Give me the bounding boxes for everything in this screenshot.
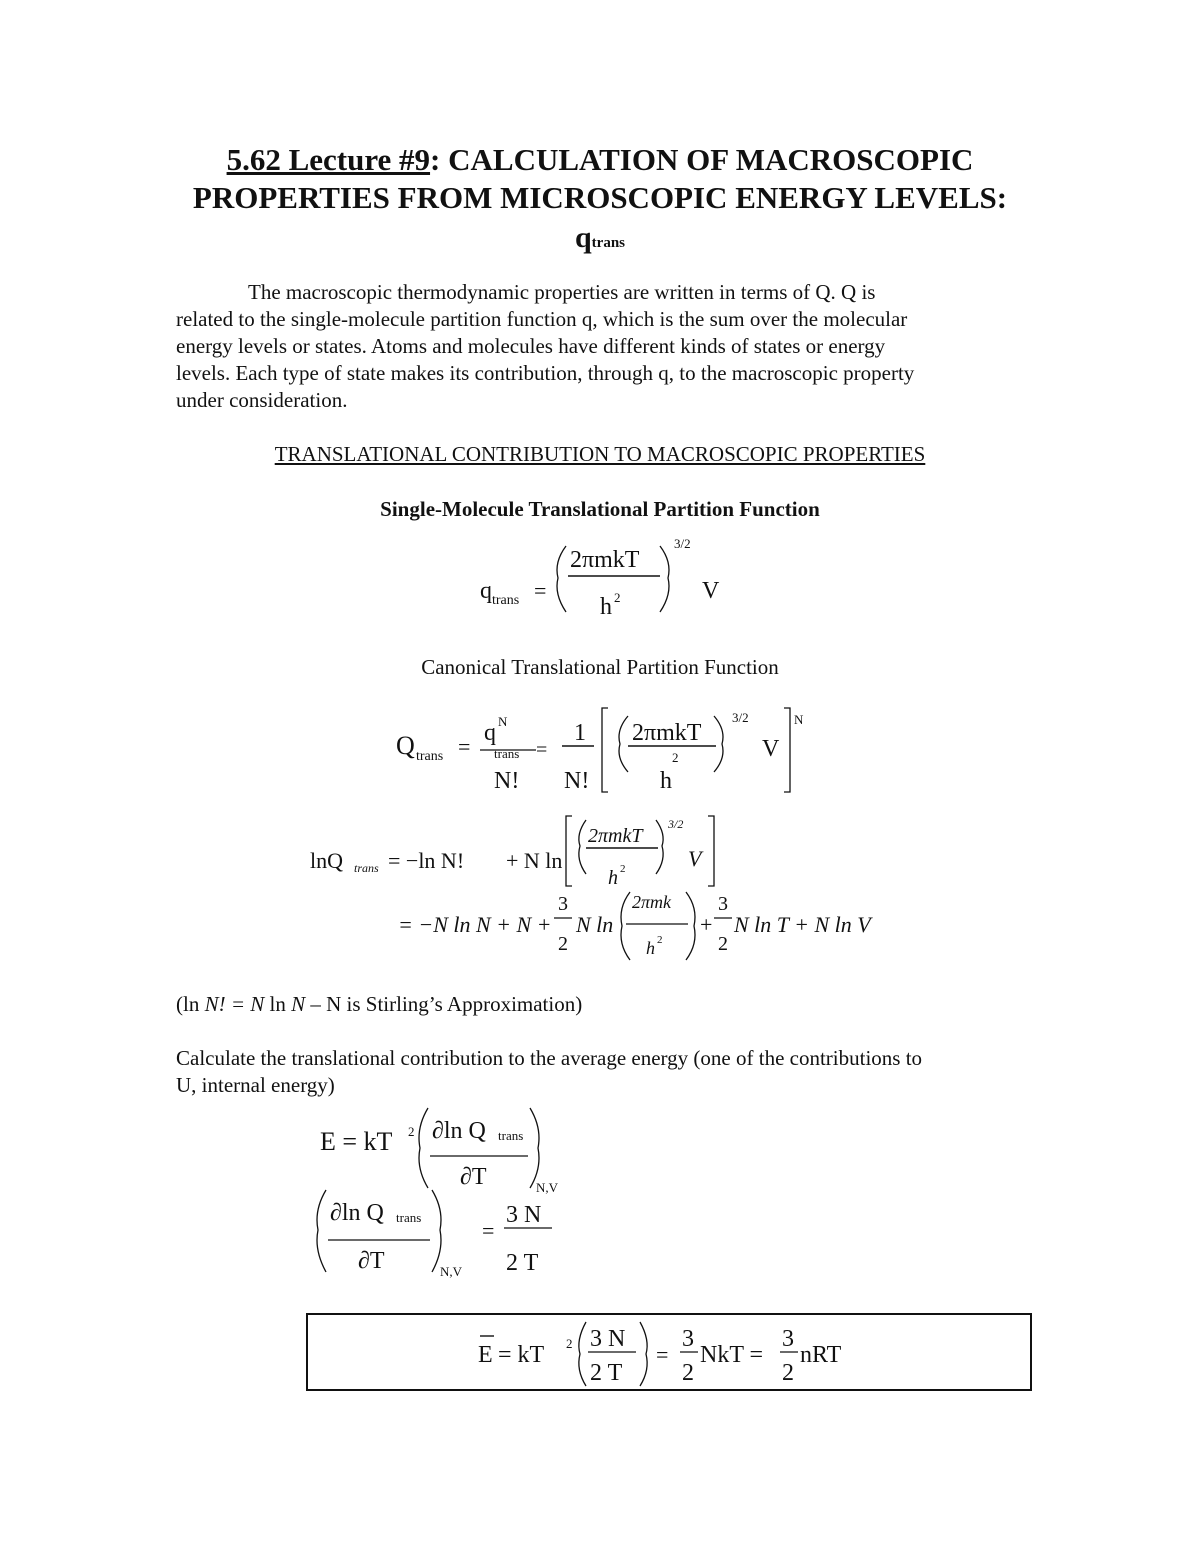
kT-exponent: 2	[408, 1124, 415, 1139]
left-paren	[557, 546, 566, 612]
intro-line-3: energy levels or states. Atoms and molecules have different kinds of states or energy	[176, 334, 886, 358]
ln-right-bracket	[708, 816, 714, 886]
dr-2T: 2 T	[506, 1250, 539, 1276]
ln-numerator: 2πmkT	[588, 825, 643, 847]
title-line-2: PROPERTIES FROM MICROSCOPIC ENERGY LEVELS:	[192, 180, 1008, 215]
boxed-left-paren	[579, 1322, 586, 1386]
exponent-three-halves: 3/2	[674, 536, 691, 551]
inner-h-exponent: 2	[672, 750, 679, 765]
stirling-note: (ln N! = N ln N – N is Stirling’s Approximation)	[176, 992, 583, 1016]
right-paren	[660, 546, 669, 612]
dr-dT: ∂T	[358, 1248, 385, 1274]
equals-sign: =	[534, 578, 547, 603]
Q-trans-equation	[390, 700, 820, 800]
q-power-N: N	[498, 714, 508, 729]
equals-1: =	[458, 734, 471, 759]
exp-denominator-h: h	[646, 938, 655, 958]
minus-ln-N-factorial: = −ln N!	[388, 848, 465, 873]
dr-equals: =	[482, 1218, 495, 1243]
ln-denominator-h: h	[608, 867, 618, 889]
dr-right-paren	[432, 1190, 441, 1272]
boxed-two-1: 2	[682, 1360, 694, 1386]
inner-three-halves: 3/2	[732, 710, 749, 725]
lecture-number: 5.62 Lecture #9	[226, 142, 431, 177]
ln-left-paren	[579, 820, 586, 874]
ln-V: V	[688, 846, 702, 871]
boxed-nRT: nRT	[800, 1342, 842, 1368]
boxed-NkT: NkT =	[700, 1342, 764, 1368]
ln-right-paren	[656, 820, 663, 874]
inner-left-paren	[619, 716, 628, 772]
title-q-subscript: trans	[591, 235, 626, 251]
volume-V: V	[702, 578, 720, 604]
exp-right-paren	[686, 892, 695, 960]
derivative-result-equation	[310, 1182, 580, 1282]
ln-left-bracket	[566, 816, 572, 886]
ln-h-exponent: 2	[620, 863, 626, 875]
intro-line-1: The macroscopic thermodynamic properties are written in terms of Q. Q is	[248, 280, 876, 304]
inner-V: V	[762, 736, 780, 762]
denominator-exponent: 2	[614, 590, 621, 605]
three-halves-num-2: 3	[718, 893, 728, 915]
one-numerator: 1	[574, 720, 586, 746]
three-halves-den-2: 2	[718, 933, 728, 955]
intro-line-2: related to the single-molecule partition function q, which is the sum over the molecular	[176, 307, 908, 331]
q-trans-sub2: trans	[494, 746, 520, 761]
dr-3N: 3 N	[506, 1202, 542, 1228]
title-suffix: : CALCULATION OF MACROSCOPIC	[430, 142, 974, 177]
denominator-h: h	[600, 594, 612, 620]
boxed-two-2: 2	[782, 1360, 794, 1386]
expansion-last-terms: N ln T + N ln V	[734, 912, 871, 937]
title-q: q	[574, 221, 592, 254]
q-numerator: q	[484, 720, 496, 746]
Q-trans-subscript: trans	[416, 749, 444, 764]
boxed-3N: 3 N	[590, 1326, 626, 1352]
intro-line-4: levels. Each type of state makes its contribution, through q, to the macroscopic property	[176, 361, 915, 385]
energy-intro-line-2: U, internal energy)	[176, 1073, 335, 1097]
N-ln-term: N ln	[576, 912, 614, 937]
equals-2: =	[536, 739, 548, 761]
left-bracket	[602, 708, 608, 792]
dlnQ-numerator: ∂ln Q	[432, 1118, 486, 1144]
E-equals-kT: E = kT	[320, 1127, 393, 1156]
subheading-single-molecule: Single-Molecule Translational Partition Function	[380, 497, 820, 521]
Q-symbol: Q	[396, 731, 415, 760]
boxed-kT-exponent: 2	[566, 1336, 573, 1351]
subheading-canonical: Canonical Translational Partition Function	[421, 655, 779, 679]
boxed-three-1: 3	[682, 1326, 694, 1352]
three-halves-den-1: 2	[558, 933, 568, 955]
numerator-2pimkT: 2πmkT	[570, 547, 640, 573]
energy-intro-line-1: Calculate the translational contribution to the average energy (one of the contributions to	[176, 1046, 923, 1070]
inner-right-paren	[714, 716, 723, 772]
dr-left-paren	[317, 1190, 326, 1272]
q-trans-equation	[470, 532, 730, 632]
dr-numerator: ∂ln Q	[330, 1200, 384, 1226]
q-trans-subscript: trans	[492, 593, 520, 608]
final-energy-equation	[470, 1316, 870, 1390]
expansion-first-terms: = −N ln N + N +	[398, 912, 552, 937]
boxed-2T: 2 T	[590, 1360, 623, 1386]
dT-denominator: ∂T	[460, 1164, 487, 1190]
plus-sign: +	[700, 912, 713, 937]
exp-left-paren	[621, 892, 630, 960]
inner-numerator: 2πmkT	[632, 720, 702, 746]
dlnQ-trans-sub: trans	[498, 1128, 524, 1143]
intro-line-5: under consideration.	[176, 388, 348, 412]
N-factorial-1: N!	[494, 768, 520, 794]
title-line-3	[0, 218, 1200, 263]
q-symbol: q	[480, 578, 492, 604]
N-factorial-2: N!	[564, 768, 590, 794]
bracket-power-N: N	[794, 712, 804, 727]
boxed-right-paren	[640, 1322, 647, 1386]
exp-numerator: 2πmk	[632, 892, 672, 912]
ln-three-halves: 3/2	[668, 817, 684, 831]
inner-h: h	[660, 768, 672, 794]
boxed-kT: = kT	[498, 1342, 545, 1368]
ln-Q-trans-equation	[310, 800, 890, 970]
right-bracket	[784, 708, 790, 792]
title-line-1	[0, 140, 1200, 180]
lnQ-label: lnQ	[310, 848, 343, 873]
three-halves-num-1: 3	[558, 893, 568, 915]
exp-h-exponent: 2	[657, 934, 663, 946]
E-bar: E	[478, 1342, 493, 1368]
dr-NV-subscript: N,V	[440, 1264, 463, 1279]
dE-right-paren	[530, 1108, 539, 1188]
boxed-three-2: 3	[782, 1326, 794, 1352]
section-heading: TRANSLATIONAL CONTRIBUTION TO MACROSCOPIC PROPERTIES	[274, 442, 926, 466]
dE-left-paren	[419, 1108, 428, 1188]
NV-subscript: N,V	[536, 1180, 559, 1195]
boxed-equals-1: =	[656, 1342, 669, 1367]
lnQ-subscript: trans	[354, 861, 379, 875]
dr-trans-sub: trans	[396, 1210, 422, 1225]
plus-N-ln: + N ln	[506, 848, 563, 873]
